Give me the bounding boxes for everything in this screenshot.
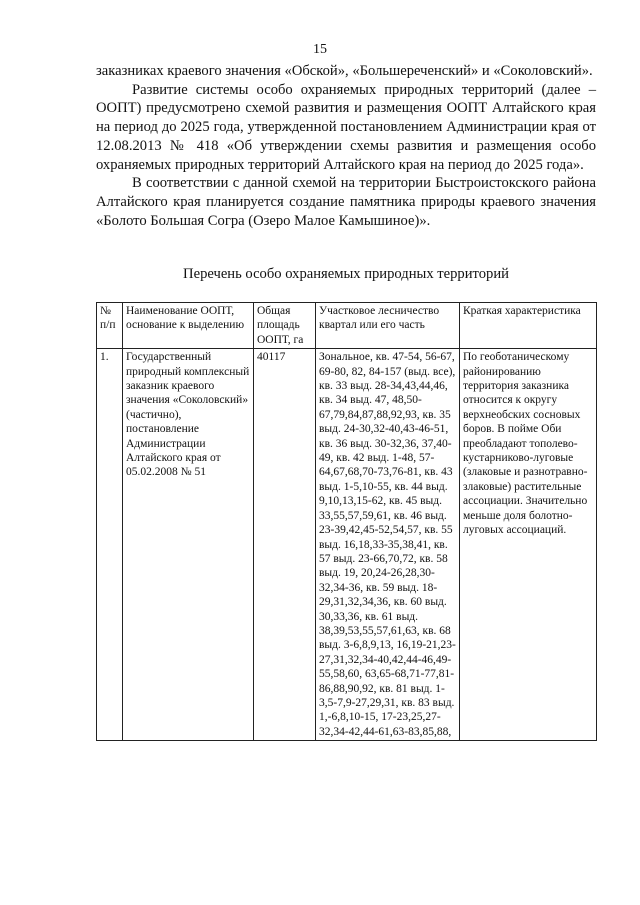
oopt-table (96, 302, 597, 741)
header-name: Наименование ООПТ, основание к выделению (123, 303, 254, 349)
header-description: Краткая характеристика (460, 303, 597, 349)
cell-description: По геоботаническому районированию территория заказника относится к округу верхнеобских сосновых боров. В пойме Оби преобладают тополево-кустарниково-луговые (злаковые и разнотравно-злаковые) растительные ассоциации. Значительно меньше доля болотно-луговых ассоциаций. (460, 349, 597, 741)
cell-name: Государственный природный комплексный заказник краевого значения «Соколовский» (частично), постановление Администрации Алтайского края от 05.02.2008 № 51 (123, 349, 254, 741)
header-forestry: Участковое лесничество квартал или его часть (316, 303, 460, 349)
cell-number: 1. (97, 349, 123, 741)
body-text (96, 62, 596, 230)
header-number: № п/п (97, 303, 123, 349)
cell-forestry: Зональное, кв. 47-54, 56-67, 69-80, 82, 84-157 (выд. все), кв. 33 выд. 28-34,43,44,46, кв. 34 выд. 47, 48,50-67,79,84,87,88,92,93, кв. 35 выд. 24-30,32-40,43-46-51, кв. 36 выд. 30-32,36, 37,40-49, кв. 42 выд. 1-48, 57-64,67,68,70-73,76-81, кв. 43 выд. 1-5,10-55, кв. 44 выд. 9,10,13,15-62, кв. 45 выд. 33,55,57,59,61, кв. 46 выд. 23-39,42,45-52,54,57, кв. 55 выд. 16,18,33-35,38,41, кв. 57 выд. 23-66,70,72, кв. 58 выд. 19, 20,24-26,28,30-32,34-36, кв. 59 выд. 18-29,31,32,34,36, кв. 60 выд. 30,33,36, кв. 61 выд. 38,39,53,55,57,61,63, кв. 68 выд. 3-6,8,9,13, 16,19-21,23-27,31,32,34-40,42,44-46,49-55,58,60, 63,65-68,71-77,81-86,88,90,92, кв. 81 выд. 1-3,5-7,9-27,29,31, кв. 83 выд. 1,-6,8,10-15, 17-23,25,27-32,34-42,44-61,63-83,85,88, (316, 349, 460, 741)
page-number: 15 (313, 42, 327, 57)
cell-area: 40117 (254, 349, 316, 741)
list-title: Перечень особо охраняемых природных территорий (183, 266, 509, 282)
paragraph-3: В соответствии с данной схемой на территории Быстроистокского района Алтайского края планируется создание памятника природы краевого значения «Болото Большая Согра (Озеро Малое Камышиное)». (96, 175, 596, 229)
table-row (97, 349, 597, 741)
paragraph-1: заказниках краевого значения «Обской», «Большереченский» и «Соколовский». (96, 63, 593, 79)
paragraph-2: Развитие системы особо охраняемых природных территорий (далее – ООПТ) предусмотрено схемой развития и размещения ООПТ Алтайского края на период до 2025 года, утвержденной постановлением Администрации края от 12.08.2013 № 418 «Об утверждении схемы развития и размещения особо охраняемых природных территорий Алтайского края на период до 2025 года». (96, 81, 596, 173)
header-area: Общая площадь ООПТ, га (254, 303, 316, 349)
table-header-row (97, 303, 597, 349)
